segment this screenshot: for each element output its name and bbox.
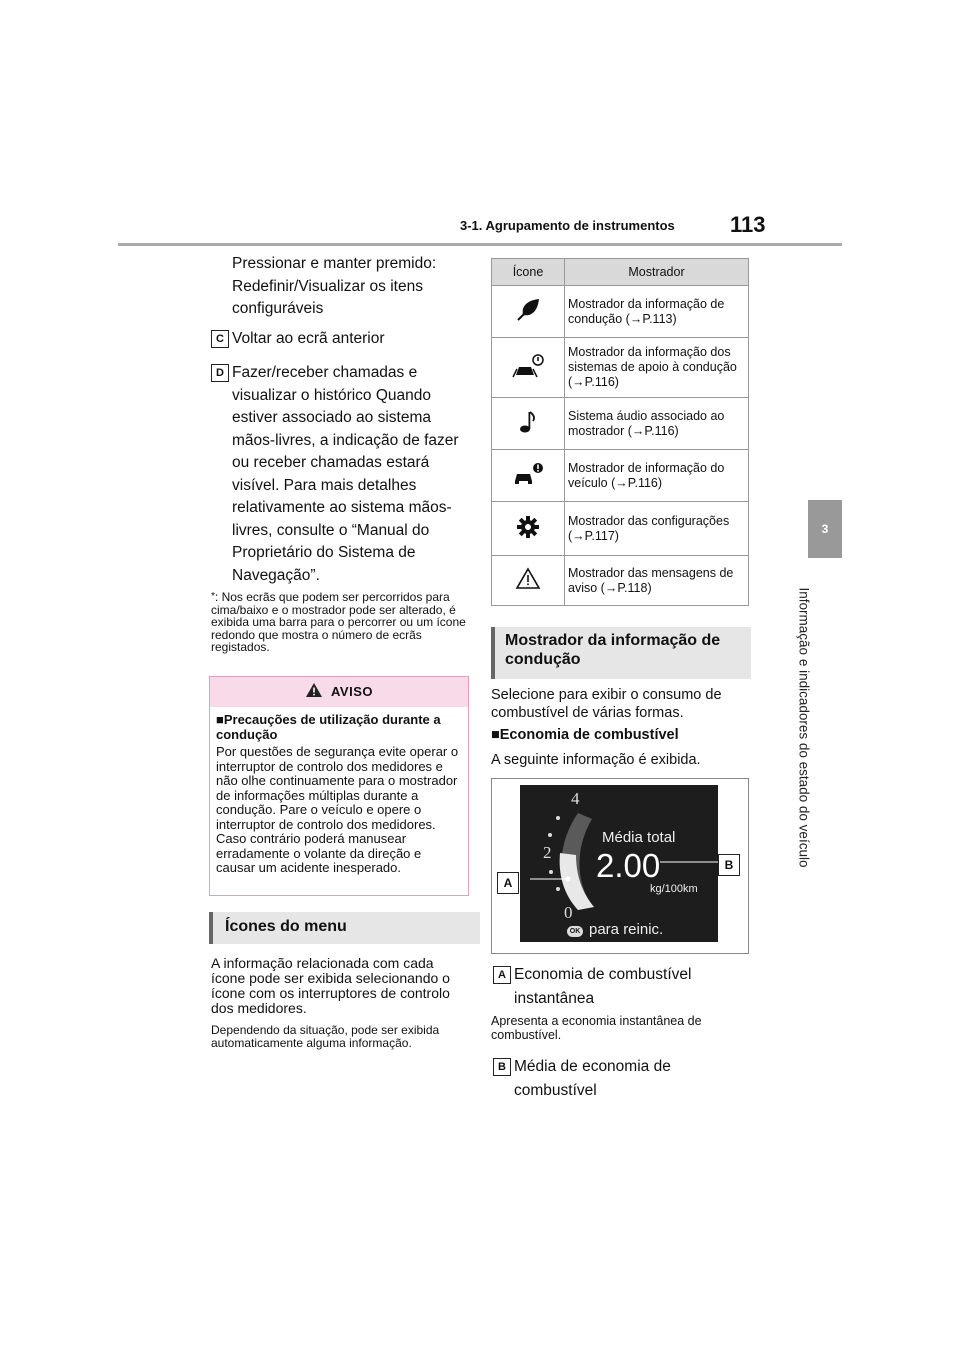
scale-mid: 2 xyxy=(543,843,552,862)
driving-info-heading: Mostrador da informação de condução xyxy=(491,627,751,679)
display-value: 2.00 xyxy=(596,847,661,884)
sub-text: A seguinte informação é exibida. xyxy=(491,752,701,768)
display-title: Média total xyxy=(602,829,676,846)
gear-icon xyxy=(515,514,541,540)
icon-table xyxy=(491,258,749,606)
top-text: Pressionar e manter premido: Redefinir/Visualizar os itens configuráveis xyxy=(232,255,437,317)
table-row: Mostrador da informação de condução (→P.113) xyxy=(492,286,749,338)
scale-bottom: 0 xyxy=(564,903,573,922)
table-row: Mostrador da informação dos sistemas de apoio à condução (→P.116) xyxy=(492,338,749,398)
menu-heading: Ícones do menu xyxy=(209,912,480,944)
table-row: Mostrador das mensagens de aviso (→P.118) xyxy=(492,556,749,606)
warning-triangle-icon xyxy=(515,567,541,591)
table-header-icon: Ícone xyxy=(492,259,565,286)
intro-text: Selecione para exibir o consumo de combustível de várias formas. xyxy=(491,687,722,721)
leaf-icon xyxy=(515,297,541,323)
warning-body: Por questões de segurança evite operar o interruptor de controlo dos medidores e não olhe continuamente para o mostrador de informações múltiplas durante a condução. Pare o veículo e opere o interruptor de controlo dos medidores. Caso contrário poderá manusear erradamente o volante da direção e causar um acidente inesperado. xyxy=(216,744,459,875)
menu-note: Dependendo da situação, pode ser exibida automaticamente alguma informação. xyxy=(211,1023,440,1050)
item-a-text: Economia de combustível instantânea xyxy=(514,966,692,1007)
sub-heading: ■Economia de combustível xyxy=(491,727,679,743)
reset-text: para reinic. xyxy=(589,921,664,938)
item-c-text: Voltar ao ecrã anterior xyxy=(232,330,385,347)
driver-assist-icon xyxy=(511,353,545,379)
section-title: 3-1. Agrupamento de instrumentos xyxy=(460,218,675,233)
scale-top: 4 xyxy=(571,789,580,808)
warning-subtitle: ■Precauções de utilização durante a condução xyxy=(216,712,441,742)
marker-c: C xyxy=(211,330,229,348)
item-b-text: Média de economia de combustível xyxy=(514,1058,671,1099)
fuel-economy-display xyxy=(520,785,718,942)
page-number: 113 xyxy=(730,212,766,237)
callout-b: B xyxy=(718,854,740,876)
table-row: Sistema áudio associado ao mostrador (→P.116) xyxy=(492,398,749,450)
item-d-text: Fazer/receber chamadas e visualizar o histórico Quando estiver associado ao sistema mãos-livres, a indicação de fazer ou receber chamadas estará visível. Para mais detalhes relativamente ao sistema mãos-livres, consulte o “Manual do Proprietário do Sistema de Navegação”. xyxy=(232,364,459,584)
display-unit: kg/100km xyxy=(650,883,698,895)
vehicle-info-icon xyxy=(512,461,544,487)
table-row: Mostrador das configurações (→P.117) xyxy=(492,502,749,556)
warning-header: AVISO xyxy=(210,677,468,707)
marker-b: B xyxy=(493,1058,511,1076)
ok-button-icon: OK xyxy=(567,926,583,937)
callout-a: A xyxy=(497,872,519,894)
warning-box xyxy=(209,676,469,896)
chapter-side-label: Informação e indicadores do estado do veículo xyxy=(796,587,812,868)
warning-icon xyxy=(305,682,323,698)
table-row: Mostrador de informação do veículo (→P.116) xyxy=(492,450,749,502)
menu-text: A informação relacionada com cada ícone pode ser exibida selecionando o ícone com os interruptores de controlo dos medidores. xyxy=(211,955,450,1016)
item-a-note: Apresenta a economia instantânea de combustível. xyxy=(491,1014,702,1042)
marker-a: A xyxy=(493,966,511,984)
footnote: *: Nos ecrãs que podem ser percorridos para cima/baixo e o mostrador pode ser alterado, é exibida uma barra para o percorrer ou um ícone redondo que mostra o número de ecrãs registados. xyxy=(211,590,466,654)
marker-d: D xyxy=(211,364,229,382)
chapter-tab[interactable]: 3 xyxy=(808,500,842,558)
music-note-icon xyxy=(518,409,538,435)
header-rule xyxy=(118,243,842,246)
table-header-display: Mostrador xyxy=(565,259,749,286)
